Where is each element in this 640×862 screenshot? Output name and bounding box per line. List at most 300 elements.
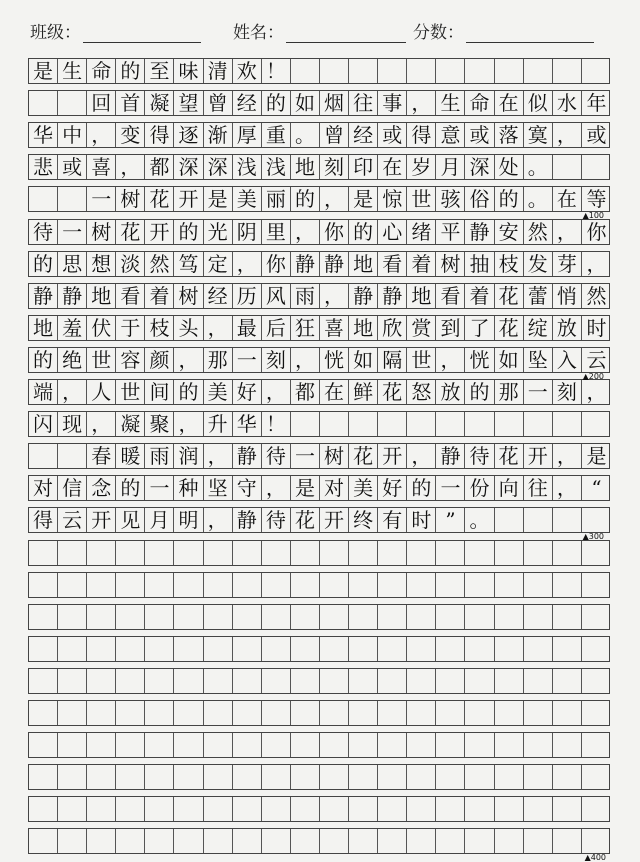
- grid-cell: [407, 829, 436, 853]
- grid-cell: 深: [466, 155, 495, 179]
- grid-cell: [116, 701, 145, 725]
- grid-cell: [145, 573, 174, 597]
- grid-cell: 伏: [87, 316, 116, 340]
- grid-cell: [378, 797, 407, 821]
- grid-cell: [58, 573, 87, 597]
- grid-cell: [233, 765, 262, 789]
- grid-cell: 开: [145, 220, 174, 244]
- grid-cell: 看: [116, 284, 145, 308]
- grid-cell: [495, 829, 524, 853]
- grid-cell: ，: [87, 123, 116, 147]
- grid-cell: 有: [378, 508, 407, 532]
- grid-cell: 守: [233, 476, 262, 500]
- grid-cell: [291, 573, 320, 597]
- grid-cell: [349, 797, 378, 821]
- grid-cell: [204, 637, 233, 661]
- grid-cell: [58, 637, 87, 661]
- grid-cell: 经: [204, 284, 233, 308]
- grid-cell: [145, 797, 174, 821]
- grid-cell: [524, 541, 553, 565]
- grid-cell: 悲: [29, 155, 58, 179]
- grid-cell: 放: [436, 380, 465, 404]
- grid-cell: [175, 541, 204, 565]
- grid-cell: 风: [262, 284, 291, 308]
- grid-cell: [349, 541, 378, 565]
- grid-cell: [320, 573, 349, 597]
- grid-cell: 经: [349, 123, 378, 147]
- grid-cell: 平: [436, 220, 465, 244]
- grid-cell: 生: [436, 91, 465, 115]
- grid-row: [28, 507, 610, 533]
- grid-cell: [466, 829, 495, 853]
- grid-cell: 至: [145, 59, 174, 83]
- grid-cell: [582, 765, 611, 789]
- grid-cell: [29, 701, 58, 725]
- grid-cell: [262, 573, 291, 597]
- grid-cell: [29, 91, 58, 115]
- grid-cell: [582, 155, 611, 179]
- grid-cell: 花: [495, 284, 524, 308]
- grid-cell: [436, 573, 465, 597]
- grid-cell: 的: [291, 187, 320, 211]
- grid-cell: 渐: [204, 123, 233, 147]
- grid-cell: [58, 187, 87, 211]
- grid-cell: [233, 605, 262, 629]
- grid-cell: [378, 765, 407, 789]
- grid-cell: 润: [175, 444, 204, 468]
- grid-cell: [175, 669, 204, 693]
- grid-cell: [582, 59, 611, 83]
- grid-cell: [466, 59, 495, 83]
- grid-cell: 容: [116, 348, 145, 372]
- grid-cell: 如: [291, 91, 320, 115]
- grid-cell: [407, 605, 436, 629]
- grid-cell: [320, 733, 349, 757]
- grid-cell: 如: [349, 348, 378, 372]
- grid-cell: 悄: [553, 284, 582, 308]
- grid-cell: 曾: [204, 91, 233, 115]
- grid-cell: [320, 765, 349, 789]
- grid-cell: [524, 829, 553, 853]
- grid-cell: 阴: [233, 220, 262, 244]
- grid-cell: [175, 701, 204, 725]
- grid-cell: [436, 541, 465, 565]
- grid-cell: ，: [586, 251, 607, 276]
- grid-cell: [495, 733, 524, 757]
- grid-cell: [233, 797, 262, 821]
- grid-cell: [582, 508, 611, 532]
- grid-cell: 闪: [29, 412, 58, 436]
- grid-cell: [145, 669, 174, 693]
- grid-cell: [407, 701, 436, 725]
- grid-cell: [291, 605, 320, 629]
- grid-cell: ，: [407, 91, 436, 115]
- grid-cell: [291, 541, 320, 565]
- grid-cell: 地: [291, 155, 320, 179]
- grid-cell: [466, 605, 495, 629]
- grid-cell: ，: [320, 187, 349, 211]
- word-count-marker: ▲300: [582, 532, 604, 542]
- grid-cell: 或: [58, 155, 87, 179]
- grid-cell: 等: [586, 187, 607, 212]
- grid-cell: 一: [145, 476, 174, 500]
- grid-cell: 赏: [407, 316, 436, 340]
- grid-cell: [29, 733, 58, 757]
- grid-cell: [320, 412, 349, 436]
- grid-row: [28, 636, 610, 662]
- grid-cell: [466, 412, 495, 436]
- grid-row: [28, 443, 610, 469]
- grid-cell: [145, 765, 174, 789]
- grid-cell: 月: [145, 508, 174, 532]
- grid-cell: 你: [586, 219, 607, 244]
- grid-cell: ，: [553, 123, 582, 147]
- grid-cell: 华: [29, 123, 58, 147]
- grid-cell: 待: [262, 508, 291, 532]
- grid-cell: [262, 669, 291, 693]
- grid-cell: 开: [524, 444, 553, 468]
- grid-cell: 聚: [145, 412, 174, 436]
- grid-cell: 端: [29, 380, 58, 404]
- grid-cell: 雨: [291, 284, 320, 308]
- grid-row: [28, 700, 610, 726]
- grid-cell: 恍: [320, 348, 349, 372]
- grid-cell: 开: [87, 508, 116, 532]
- grid-cell: ！: [262, 59, 291, 83]
- grid-cell: [58, 669, 87, 693]
- grid-cell: ，: [262, 476, 291, 500]
- grid-cell: 的: [29, 348, 58, 372]
- grid-cell: 升: [204, 412, 233, 436]
- grid-cell: 静: [233, 444, 262, 468]
- grid-cell: 那: [495, 380, 524, 404]
- grid-cell: ，: [175, 412, 204, 436]
- grid-cell: 美: [233, 187, 262, 211]
- grid-cell: 凝: [116, 412, 145, 436]
- grid-cell: 的: [29, 252, 58, 276]
- grid-cell: [233, 637, 262, 661]
- grid-cell: 花: [116, 220, 145, 244]
- grid-cell: [233, 669, 262, 693]
- word-count-marker: ▲100: [582, 211, 604, 221]
- grid-cell: 都: [145, 155, 174, 179]
- grid-cell: 意: [436, 123, 465, 147]
- grid-cell: [495, 797, 524, 821]
- grid-cell: [116, 605, 145, 629]
- grid-cell: 命: [87, 59, 116, 83]
- grid-cell: [145, 829, 174, 853]
- grid-cell: 信: [58, 476, 87, 500]
- grid-cell: 刻: [553, 380, 582, 404]
- grid-cell: [291, 829, 320, 853]
- grid-cell: 经: [233, 91, 262, 115]
- grid-cell: 那: [204, 348, 233, 372]
- grid-row: [28, 122, 610, 148]
- grid-cell: 处: [495, 155, 524, 179]
- grid-cell: 恍: [466, 348, 495, 372]
- grid-row: [28, 186, 610, 212]
- grid-cell: [58, 444, 87, 468]
- grid-cell: [58, 701, 87, 725]
- grid-cell: 世: [87, 348, 116, 372]
- grid-cell: [145, 637, 174, 661]
- grid-cell: 回: [87, 91, 116, 115]
- grid-cell: [87, 733, 116, 757]
- grid-cell: 花: [145, 187, 174, 211]
- grid-cell: [524, 508, 553, 532]
- grid-cell: [436, 733, 465, 757]
- grid-cell: [262, 701, 291, 725]
- grid-cell: [116, 733, 145, 757]
- grid-cell: 逐: [175, 123, 204, 147]
- grid-cell: [29, 444, 58, 468]
- grid-row: [28, 604, 610, 630]
- grid-cell: [58, 733, 87, 757]
- grid-cell: 时: [586, 315, 607, 340]
- grid-cell: [495, 541, 524, 565]
- grid-cell: 树: [87, 220, 116, 244]
- grid-cell: [233, 829, 262, 853]
- grid-cell: 得: [29, 508, 58, 532]
- grid-cell: 待: [262, 444, 291, 468]
- grid-cell: 坚: [204, 476, 233, 500]
- grid-cell: [116, 765, 145, 789]
- grid-cell: [582, 637, 611, 661]
- grid-cell: 花: [378, 380, 407, 404]
- grid-cell: 深: [204, 155, 233, 179]
- grid-cell: [524, 733, 553, 757]
- grid-cell: [495, 605, 524, 629]
- grid-cell: [204, 669, 233, 693]
- grid-cell: 绪: [407, 220, 436, 244]
- grid-cell: [582, 412, 611, 436]
- grid-cell: [553, 541, 582, 565]
- grid-cell: 烟: [320, 91, 349, 115]
- grid-cell: [204, 829, 233, 853]
- grid-cell: ，: [175, 348, 204, 372]
- grid-cell: 或: [378, 123, 407, 147]
- grid-cell: 或: [466, 123, 495, 147]
- grid-cell: 的: [349, 220, 378, 244]
- grid-row: [28, 90, 610, 116]
- grid-cell: 年: [586, 91, 607, 116]
- grid-cell: [582, 701, 611, 725]
- grid-cell: [553, 412, 582, 436]
- grid-cell: 静: [291, 252, 320, 276]
- grid-cell: [466, 765, 495, 789]
- grid-cell: 浅: [233, 155, 262, 179]
- grid-cell: 在: [320, 380, 349, 404]
- grid-cell: 着: [145, 284, 174, 308]
- grid-row: [28, 828, 610, 854]
- grid-cell: 心: [378, 220, 407, 244]
- grid-cell: [553, 573, 582, 597]
- grid-cell: 静: [58, 284, 87, 308]
- grid-cell: [29, 187, 58, 211]
- grid-cell: 喜: [87, 155, 116, 179]
- grid-cell: 都: [291, 380, 320, 404]
- grid-cell: [349, 701, 378, 725]
- grid-cell: 清: [204, 59, 233, 83]
- grid-cell: 芽: [553, 252, 582, 276]
- grid-cell: ，: [116, 155, 145, 179]
- grid-cell: [58, 541, 87, 565]
- grid-cell: [349, 637, 378, 661]
- grid-cell: [320, 637, 349, 661]
- grid-cell: 静: [233, 508, 262, 532]
- grid-cell: 是: [349, 187, 378, 211]
- grid-cell: [466, 733, 495, 757]
- grid-cell: [436, 412, 465, 436]
- grid-cell: 静: [378, 284, 407, 308]
- grid-cell: 放: [553, 316, 582, 340]
- grid-cell: [204, 541, 233, 565]
- grid-cell: [291, 669, 320, 693]
- grid-cell: 淡: [116, 252, 145, 276]
- grid-cell: [553, 733, 582, 757]
- grid-cell: [58, 605, 87, 629]
- grid-cell: [175, 733, 204, 757]
- grid-cell: 定: [204, 252, 233, 276]
- grid-cell: [262, 829, 291, 853]
- grid-cell: 印: [349, 155, 378, 179]
- grid-cell: 喜: [320, 316, 349, 340]
- grid-cell: [349, 412, 378, 436]
- grid-cell: [582, 573, 611, 597]
- grid-row: [28, 796, 610, 822]
- grid-cell: 光: [204, 220, 233, 244]
- grid-row: [28, 154, 610, 180]
- grid-cell: [87, 637, 116, 661]
- grid-cell: 一: [291, 444, 320, 468]
- grid-cell: 水: [553, 91, 582, 115]
- word-count-marker: ▲400: [584, 853, 606, 862]
- grid-cell: 到: [436, 316, 465, 340]
- grid-cell: 花: [291, 508, 320, 532]
- grid-cell: [524, 765, 553, 789]
- grid-cell: 欢: [233, 59, 262, 83]
- grid-cell: [29, 765, 58, 789]
- grid-cell: [145, 605, 174, 629]
- grid-cell: 命: [466, 91, 495, 115]
- grid-cell: [378, 829, 407, 853]
- grid-cell: [495, 508, 524, 532]
- grid-row: [28, 219, 610, 245]
- grid-cell: 花: [495, 444, 524, 468]
- grid-cell: 然: [524, 220, 553, 244]
- grid-cell: ，: [262, 380, 291, 404]
- grid-row: [28, 411, 610, 437]
- grid-cell: [58, 91, 87, 115]
- grid-cell: 安: [495, 220, 524, 244]
- grid-row: [28, 572, 610, 598]
- grid-cell: [378, 733, 407, 757]
- grid-cell: [524, 59, 553, 83]
- grid-cell: 树: [116, 187, 145, 211]
- grid-cell: [553, 829, 582, 853]
- grid-cell: 暖: [116, 444, 145, 468]
- grid-cell: 树: [320, 444, 349, 468]
- grid-cell: 的: [262, 91, 291, 115]
- grid-row: [28, 540, 610, 566]
- grid-cell: 对: [29, 476, 58, 500]
- grid-cell: [262, 765, 291, 789]
- grid-cell: 时: [407, 508, 436, 532]
- grid-cell: 凝: [145, 91, 174, 115]
- grid-cell: 树: [436, 252, 465, 276]
- grid-cell: 一: [233, 348, 262, 372]
- grid-cell: 丽: [262, 187, 291, 211]
- grid-cell: 骇: [436, 187, 465, 211]
- class-label: 班级：: [30, 23, 81, 43]
- grid-cell: [407, 733, 436, 757]
- grid-cell: [466, 573, 495, 597]
- grid-cell: [407, 669, 436, 693]
- grid-cell: ，: [204, 316, 233, 340]
- grid-cell: [204, 797, 233, 821]
- grid-cell: [495, 637, 524, 661]
- grid-cell: [58, 829, 87, 853]
- grid-cell: [320, 797, 349, 821]
- grid-cell: [553, 669, 582, 693]
- grid-cell: ，: [436, 348, 465, 372]
- grid-cell: [495, 573, 524, 597]
- grid-cell: [58, 797, 87, 821]
- grid-cell: 枝: [495, 252, 524, 276]
- grid-cell: [553, 797, 582, 821]
- grid-cell: 生: [58, 59, 87, 83]
- grid-cell: [145, 733, 174, 757]
- grid-cell: [378, 573, 407, 597]
- grid-cell: 明: [175, 508, 204, 532]
- grid-cell: 曾: [320, 123, 349, 147]
- grid-cell: 岁: [407, 155, 436, 179]
- grid-cell: [175, 605, 204, 629]
- grid-cell: 静: [436, 444, 465, 468]
- grid-cell: 首: [116, 91, 145, 115]
- grid-cell: 厚: [233, 123, 262, 147]
- grid-cell: ，: [87, 412, 116, 436]
- grid-cell: [407, 797, 436, 821]
- grid-cell: ！: [262, 412, 291, 436]
- grid-cell: [233, 541, 262, 565]
- grid-cell: [29, 829, 58, 853]
- grid-cell: 静: [466, 220, 495, 244]
- grid-cell: [87, 765, 116, 789]
- grid-cell: 世: [407, 187, 436, 211]
- grid-cell: 一: [436, 476, 465, 500]
- grid-cell: [175, 829, 204, 853]
- grid-cell: [495, 669, 524, 693]
- grid-cell: [349, 829, 378, 853]
- grid-cell: 的: [495, 187, 524, 211]
- grid-cell: [87, 669, 116, 693]
- grid-cell: [524, 573, 553, 597]
- grid-cell: ”: [436, 508, 465, 532]
- grid-cell: [524, 701, 553, 725]
- grid-cell: [175, 637, 204, 661]
- grid-cell: 刻: [320, 155, 349, 179]
- grid-cell: [116, 637, 145, 661]
- grid-cell: 头: [175, 316, 204, 340]
- grid-cell: [436, 765, 465, 789]
- grid-cell: 中: [58, 123, 87, 147]
- grid-cell: [262, 797, 291, 821]
- grid-cell: 种: [175, 476, 204, 500]
- grid-cell: [436, 605, 465, 629]
- grid-cell: [349, 573, 378, 597]
- grid-cell: 静: [320, 252, 349, 276]
